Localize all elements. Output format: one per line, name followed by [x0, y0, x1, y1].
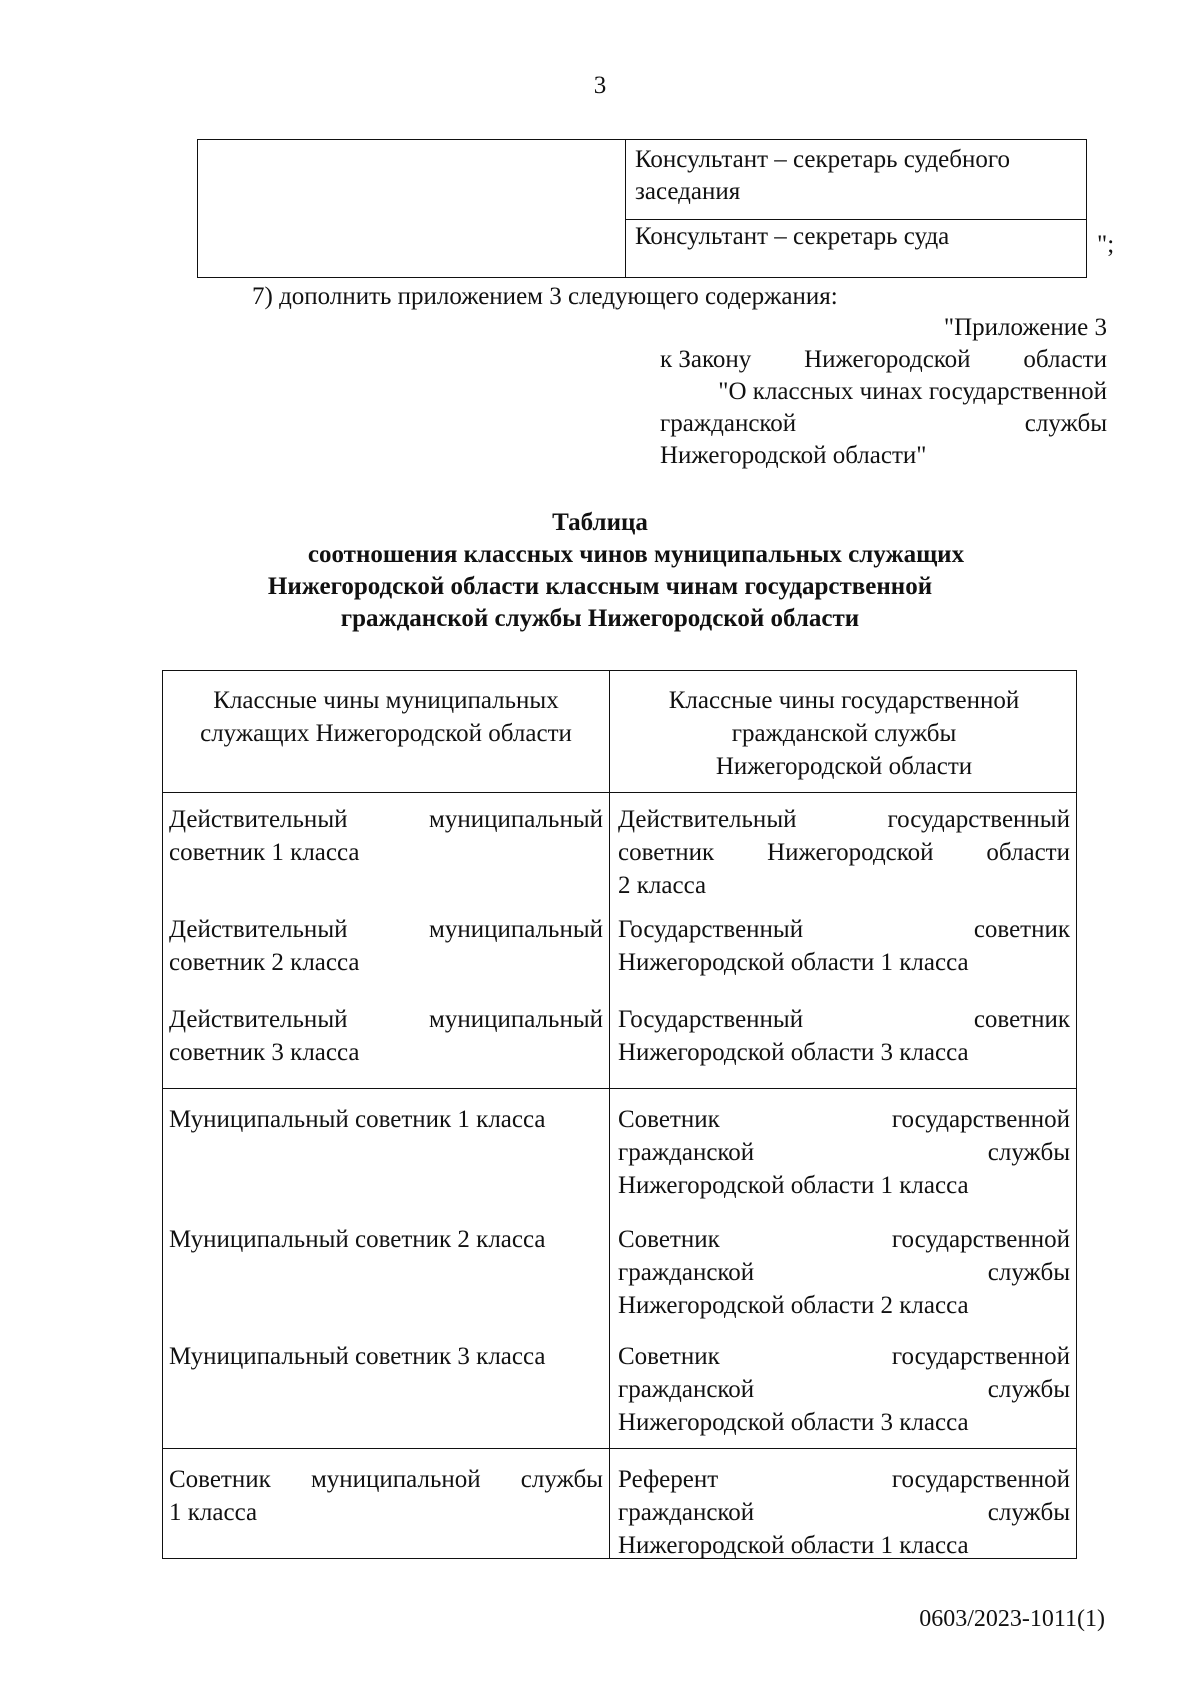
table-cell-line [618, 1169, 1070, 1202]
table-cell-line [169, 836, 603, 869]
table-cell-word: Муниципальный советник 2 класса [169, 1226, 546, 1253]
table-cell-line [618, 1463, 1070, 1496]
table-cell-left [169, 803, 603, 869]
table-cell-word: государственной [891, 1226, 1070, 1253]
title-line-2: соотношения классных чинов муниципальных служащих [307, 541, 965, 568]
table-cell-right [618, 803, 1070, 902]
title-line-1: Таблица [552, 509, 648, 536]
closing-quote: "; [1097, 231, 1115, 258]
table-cell-word: гражданской [618, 1259, 755, 1286]
table-cell-word: Действительный [169, 806, 348, 833]
table-cell-word: Советник [169, 1466, 271, 1493]
amendment-text: 7) дополнить приложением 3 следующего содержания: [252, 283, 838, 310]
title-line-3: Нижегородской области классным чинам государственной [267, 573, 933, 600]
table-cell-line [618, 1289, 1070, 1322]
table-cell-word: Нижегородской области 3 класса [618, 1039, 969, 1066]
table-cell-line [618, 803, 1070, 836]
top-table-cell-1-line-2: заседания [635, 178, 741, 205]
table-cell-word: советник [973, 916, 1070, 943]
table-cell-line [169, 946, 603, 979]
table-cell-word: области [986, 839, 1070, 866]
table-cell-word: Государственный [618, 1006, 804, 1033]
table-cell-line [169, 1463, 603, 1496]
table-cell-word: Муниципальный советник 3 класса [169, 1343, 546, 1370]
table-cell-left [169, 1463, 603, 1529]
table-cell-line [618, 913, 1070, 946]
table-cell-word: государственной [891, 1343, 1070, 1370]
table-cell-line [169, 1003, 603, 1036]
table-cell-line [169, 1340, 603, 1373]
table-column-divider [609, 671, 610, 1558]
table-cell-left [169, 1103, 603, 1136]
table-cell-line [618, 1103, 1070, 1136]
table-cell-word: 1 класса [169, 1499, 258, 1526]
table-cell-line [618, 1036, 1070, 1069]
header-left-line: служащих Нижегородской области [200, 720, 572, 747]
title-line-4: гражданской службы Нижегородской области [340, 605, 860, 632]
table-cell-word: Действительный [618, 806, 797, 833]
table-cell-line [169, 1223, 603, 1256]
top-table-divider [625, 140, 626, 277]
top-table-cell-1-line-1: Консультант – секретарь судебного [635, 146, 1010, 173]
table-cell-word: муниципальный [429, 916, 603, 943]
table-cell-line [618, 1256, 1070, 1289]
table-cell-line [169, 1103, 603, 1136]
header-right-line: Нижегородской области [715, 753, 973, 780]
table-cell-right [618, 1340, 1070, 1439]
table-cell-word: Муниципальный советник 1 класса [169, 1106, 546, 1133]
table-cell-word: советник 2 класса [169, 949, 360, 976]
table-cell-word: службы [520, 1466, 603, 1493]
table-cell-word: службы [987, 1259, 1070, 1286]
table-cell-word: гражданской [618, 1376, 755, 1403]
appendix-line-3: "О классных чинах государственной [718, 378, 1107, 405]
header-left-line: Классные чины муниципальных [213, 687, 559, 714]
table-cell-word: советник [618, 839, 715, 866]
table-cell-word: Советник [618, 1226, 720, 1253]
header-right-line: Классные чины государственной [668, 687, 1020, 714]
appendix-line-2-word: области [1023, 346, 1107, 373]
table-cell-line [169, 1496, 603, 1529]
table-cell-line [618, 1496, 1070, 1529]
header-left [169, 684, 603, 750]
table-cell-line [618, 1529, 1070, 1562]
table-cell-word: муниципальной [310, 1466, 481, 1493]
table-cell-right [618, 1223, 1070, 1322]
rank-correspondence-table [162, 670, 1077, 1559]
top-table-cell-1 [635, 144, 1080, 208]
appendix-line-4-word: гражданской [660, 410, 797, 437]
table-cell-line [618, 946, 1070, 979]
table-cell-word: государственный [887, 806, 1070, 833]
appendix-line-2-word: к Закону [660, 346, 752, 373]
header-right [618, 684, 1070, 783]
top-table-row-divider [625, 219, 1086, 220]
table-cell-word: Нижегородской области 1 класса [618, 949, 969, 976]
table-cell-right [618, 1463, 1070, 1562]
appendix-line-5: Нижегородской области" [660, 442, 927, 469]
table-cell-word: Нижегородской области 2 класса [618, 1292, 969, 1319]
table-cell-word: муниципальный [429, 806, 603, 833]
table-cell-line [618, 1136, 1070, 1169]
table-cell-line [618, 1223, 1070, 1256]
document-number: 0603/2023-1011(1) [919, 1606, 1105, 1632]
table-cell-word: Референт [618, 1466, 719, 1493]
table-cell-line [618, 1003, 1070, 1036]
page-number: 3 [593, 72, 607, 99]
appendix-reference [660, 312, 1107, 472]
table-cell-word: Нижегородской [767, 839, 934, 866]
table-cell-line [618, 1373, 1070, 1406]
table-cell-word: советник 1 класса [169, 839, 360, 866]
table-cell-word: Нижегородской области 1 класса [618, 1532, 969, 1559]
appendix-line-4 [660, 408, 1107, 440]
table-cell-word: советник 3 класса [169, 1039, 360, 1066]
table-title [0, 507, 1200, 635]
table-cell-word: Государственный [618, 916, 804, 943]
table-cell-word: государственной [891, 1106, 1070, 1133]
table-cell-line [618, 869, 1070, 902]
table-cell-line [169, 913, 603, 946]
top-table-cell-2: Консультант – секретарь суда [635, 223, 950, 250]
table-cell-word: Действительный [169, 916, 348, 943]
table-cell-word: службы [987, 1139, 1070, 1166]
table-group-divider [163, 1088, 1076, 1089]
table-cell-word: гражданской [618, 1499, 755, 1526]
table-cell-left [169, 1003, 603, 1069]
table-cell-left [169, 913, 603, 979]
table-cell-left [169, 1340, 603, 1373]
table-cell-word: Действительный [169, 1006, 348, 1033]
table-cell-line [618, 1340, 1070, 1373]
table-cell-word: государственной [891, 1466, 1070, 1493]
table-cell-right [618, 1103, 1070, 1202]
table-cell-line [618, 836, 1070, 869]
table-cell-word: Советник [618, 1106, 720, 1133]
table-cell-right [618, 1003, 1070, 1069]
table-cell-word: службы [987, 1499, 1070, 1526]
table-cell-left [169, 1223, 603, 1256]
appendix-line-1: "Приложение 3 [943, 314, 1107, 341]
table-group-divider [163, 1448, 1076, 1449]
table-cell-word: 2 класса [618, 872, 707, 899]
table-cell-right [618, 913, 1070, 979]
table-cell-word: Нижегородской области 1 класса [618, 1172, 969, 1199]
table-cell-line [169, 1036, 603, 1069]
table-cell-word: гражданской [618, 1139, 755, 1166]
table-cell-word: Нижегородской области 3 класса [618, 1409, 969, 1436]
top-table [197, 139, 1087, 278]
table-cell-word: советник [973, 1006, 1070, 1033]
table-cell-line [618, 1406, 1070, 1439]
appendix-line-2 [660, 344, 1107, 376]
table-cell-line [169, 803, 603, 836]
appendix-line-4-word: службы [1024, 410, 1107, 437]
header-right-line: гражданской службы [731, 720, 957, 747]
table-cell-word: службы [987, 1376, 1070, 1403]
table-cell-word: муниципальный [429, 1006, 603, 1033]
table-header-divider [163, 792, 1076, 793]
appendix-line-2-word: Нижегородской [804, 346, 971, 373]
table-cell-word: Советник [618, 1343, 720, 1370]
